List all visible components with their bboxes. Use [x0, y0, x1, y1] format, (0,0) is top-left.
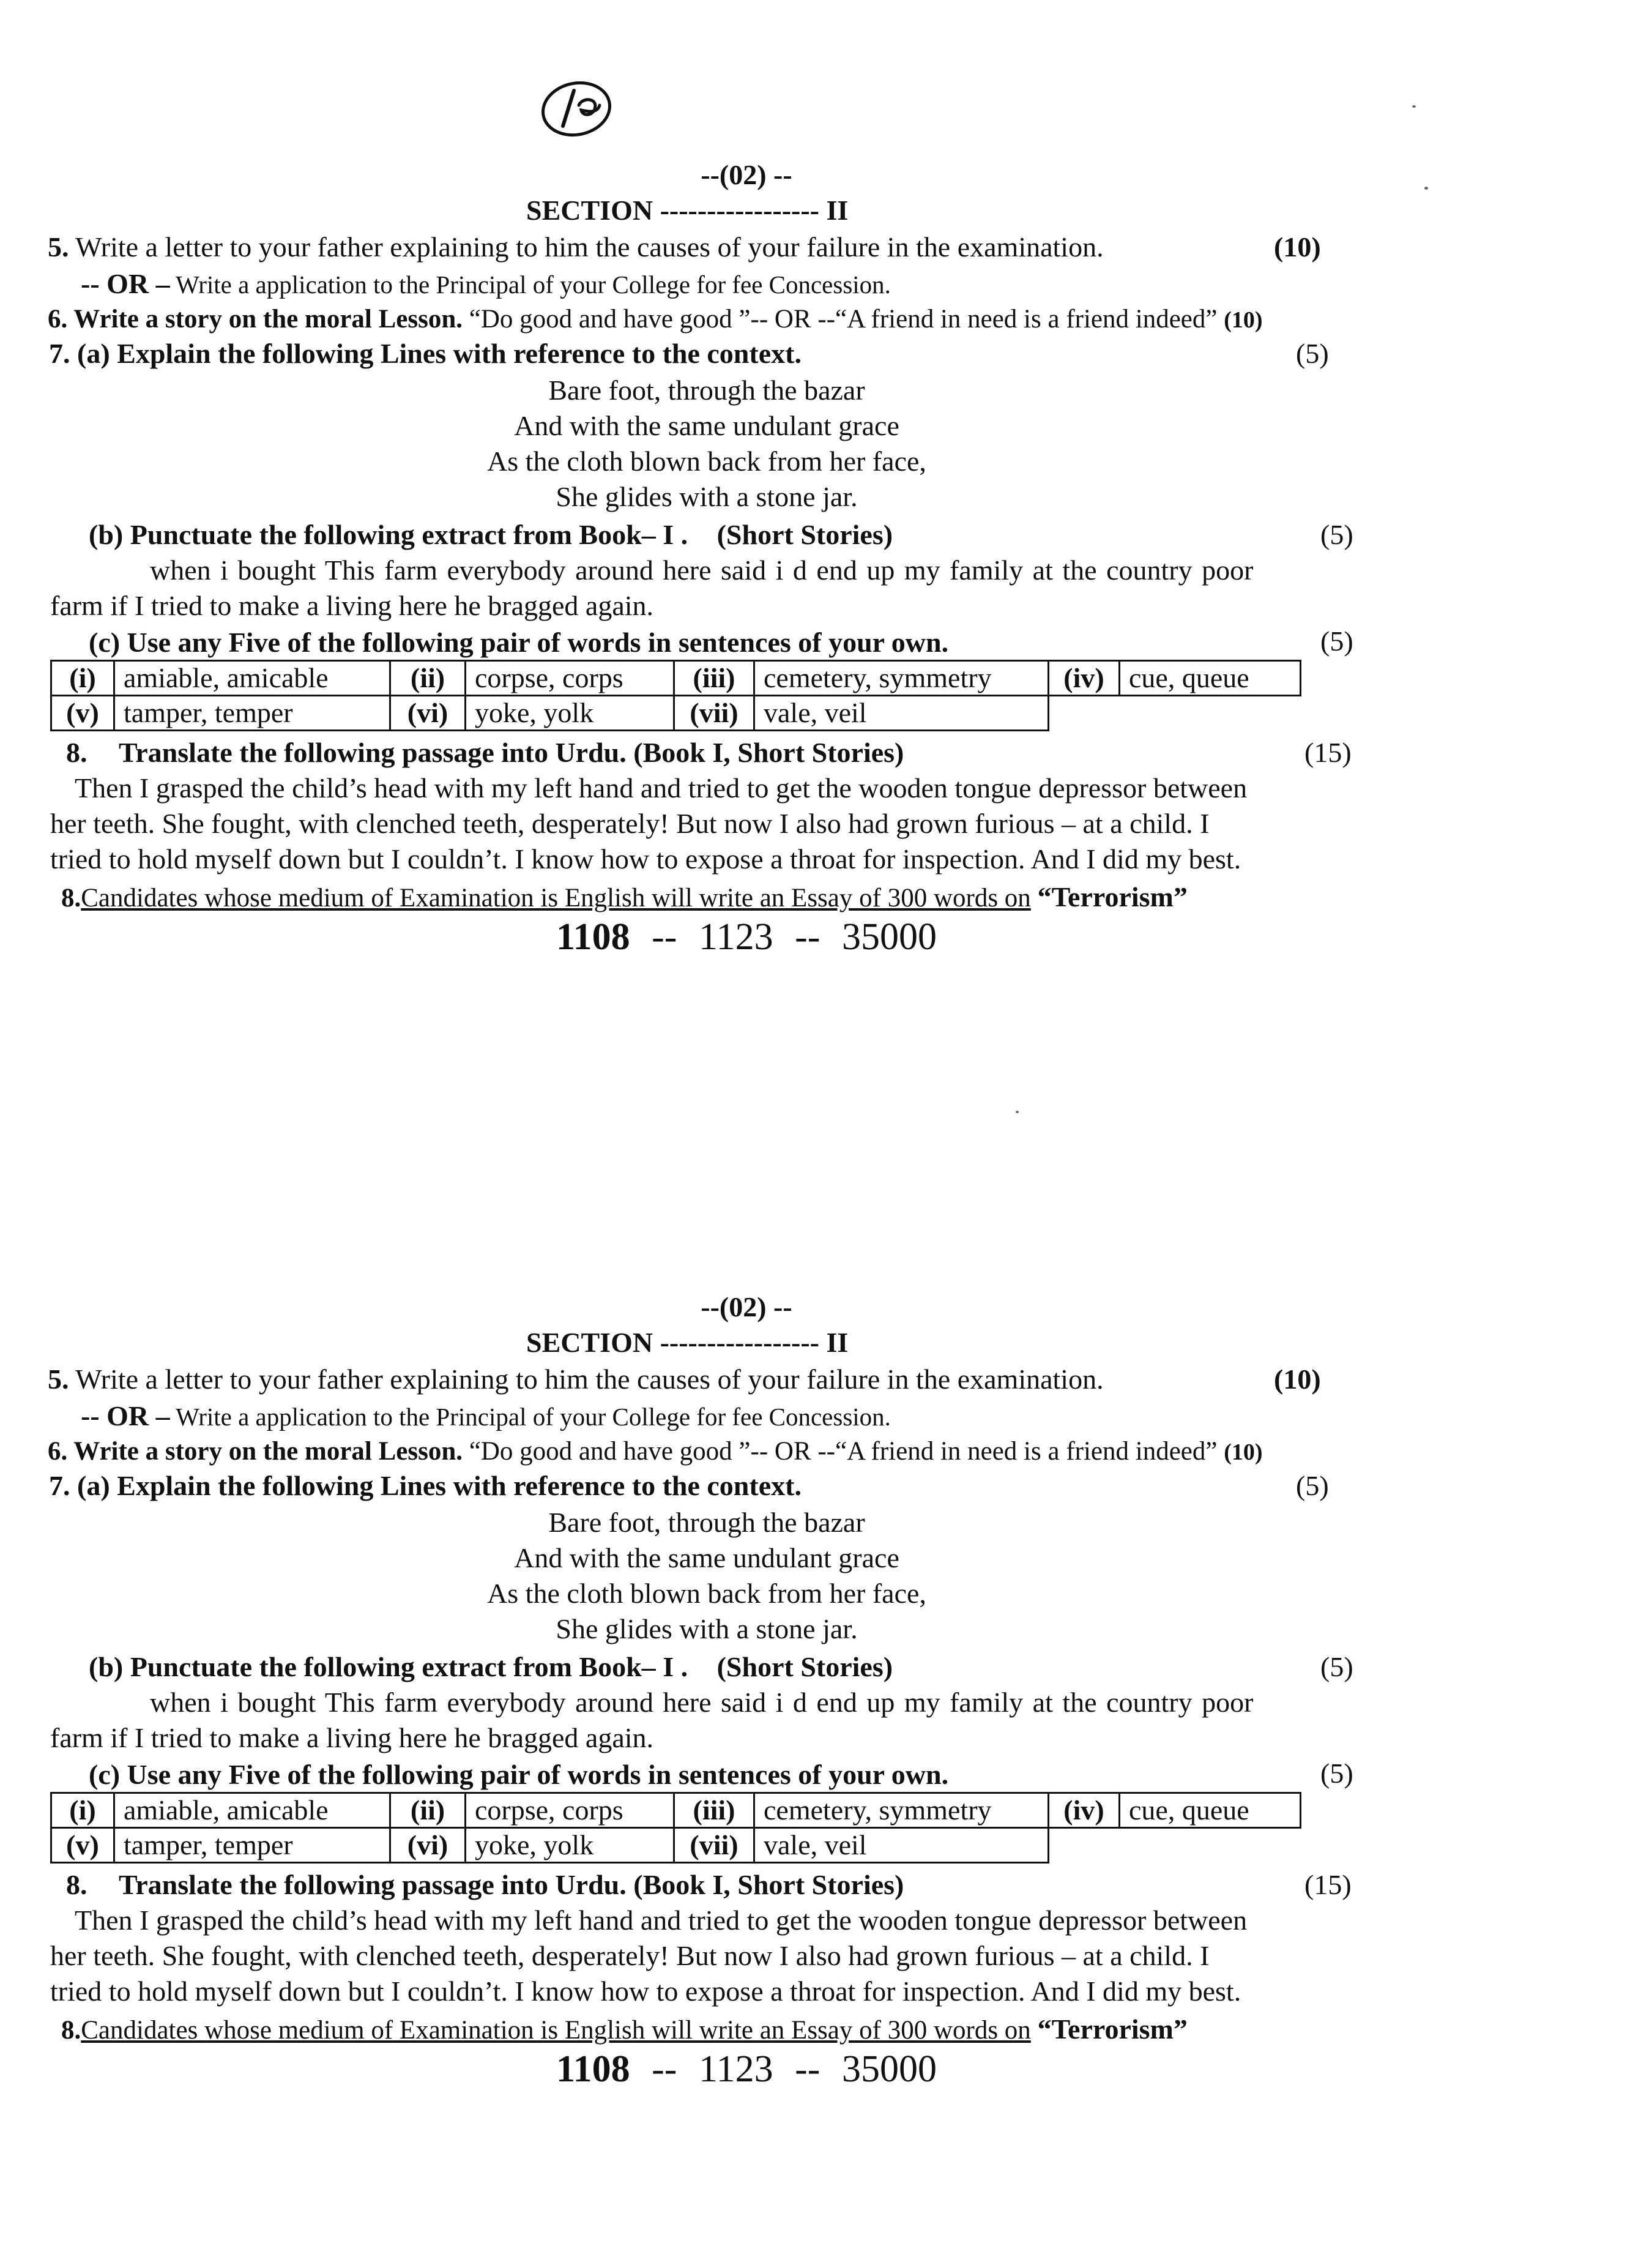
marks-label: (15) [1304, 1869, 1352, 1900]
question-7c: (c) Use any Five of the following pair of words in sentences of your own. [89, 627, 949, 658]
question-number: 5. [48, 231, 69, 263]
exam-section-copy-1 [0, 159, 1652, 1114]
marks-label: (5) [1296, 338, 1329, 369]
empty-cell [1120, 696, 1301, 731]
pair-number: (i) [51, 661, 114, 696]
question-lead: Translate the following passage into Urdu. (Book I, Short Stories) [119, 1869, 904, 1900]
scan-speck [1412, 105, 1416, 108]
marks-label: (5) [1320, 625, 1353, 657]
pair-number: (ii) [390, 661, 466, 696]
question-7b [89, 519, 893, 551]
pair-words: corpse, corps [466, 661, 674, 696]
pair-number: (iv) [1049, 661, 1120, 696]
extract-line: farm if I tried to make a living here he bragged again. [50, 1722, 654, 1753]
question-text: “Do good and have good ”-- OR --“A friend in need is a friend indeed” [469, 1437, 1218, 1466]
marks-label: (5) [1320, 519, 1353, 550]
paper-code-part: 1108 [556, 916, 630, 958]
passage-line: Then I grasped the child’s head with my left hand and tried to get the wooden tongue depressor between [75, 1905, 1248, 1936]
paper-code [0, 916, 1493, 958]
marks-label: (5) [1296, 1470, 1329, 1501]
passage-line: Then I grasped the child’s head with my left hand and tried to get the wooden tongue depressor between [75, 772, 1248, 804]
table-row [51, 696, 1301, 731]
pair-number: (i) [51, 1793, 114, 1828]
question-8 [66, 737, 904, 769]
marks-label: (15) [1304, 737, 1352, 768]
poem-line: And with the same undulant grace [514, 410, 899, 441]
question-lead: 6. Write a story on the moral Lesson. [48, 305, 463, 334]
paper-code-separator: -- [652, 2048, 677, 2090]
handwritten-circled-mark [538, 78, 618, 140]
essay-topic: “Terrorism” [1037, 2013, 1188, 2045]
or-label: -- OR – [81, 268, 170, 299]
question-text: Write a letter to your father explaining to him the causes of your failure in the examination. [75, 231, 1104, 263]
page-number: --(02) -- [701, 1291, 792, 1323]
table-row [51, 661, 1301, 696]
question-number: 8. [61, 884, 81, 912]
question-5-alternative [81, 268, 891, 300]
marks-label: (10) [1224, 307, 1263, 333]
table-row [51, 1828, 1301, 1863]
essay-instruction [61, 2013, 1188, 2046]
marks-label: (5) [1320, 1758, 1353, 1789]
poem-line: She glides with a stone jar. [556, 481, 858, 512]
paper-code [0, 2048, 1493, 2091]
marks-label: (10) [1274, 231, 1321, 263]
pair-words: amiable, amicable [114, 1793, 390, 1828]
paper-code-separator: -- [795, 2048, 820, 2090]
paper-code-part: 1108 [556, 2048, 630, 2090]
passage-line: tried to hold myself down but I couldn’t. I know how to expose a throat for inspection. And I did my best. [50, 1976, 1241, 2007]
question-number: 8. [66, 737, 87, 768]
exam-section-copy-2 [0, 1291, 1652, 2246]
question-6 [48, 304, 1263, 336]
pair-number: (v) [51, 1828, 114, 1863]
pair-words: corpse, corps [466, 1793, 674, 1828]
pair-number: (vi) [390, 1828, 466, 1863]
pair-number: (vii) [674, 696, 754, 731]
paper-code-part: 35000 [841, 916, 937, 958]
empty-cell [1049, 696, 1120, 731]
section-heading: SECTION ----------------- II [526, 1327, 849, 1358]
paper-code-part: 35000 [841, 2048, 937, 2090]
essay-instruction-text: Candidates whose medium of Examination is English will write an Essay of 300 words on [81, 884, 1031, 912]
paper-code-separator: -- [652, 916, 677, 958]
question-number: 8. [66, 1869, 87, 1900]
question-lead: (b) Punctuate the following extract from Book– I . [89, 519, 688, 550]
or-label: -- OR – [81, 1400, 170, 1431]
extract-line: when i bought This farm everybody around here said i d end up my family at the country poor [150, 1687, 1254, 1718]
pair-words: amiable, amicable [114, 661, 390, 696]
question-7a: 7. (a) Explain the following Lines with reference to the context. [49, 338, 802, 369]
empty-cell [1049, 1828, 1120, 1863]
poem-line: As the cloth blown back from her face, [487, 446, 926, 477]
essay-instruction-text: Candidates whose medium of Examination is English will write an Essay of 300 words on [81, 2016, 1031, 2045]
passage-line: her teeth. She fought, with clenched teeth, desperately! But now I also had grown furious – at a child. I [50, 1940, 1210, 1971]
pair-number: (v) [51, 696, 114, 731]
pair-number: (iii) [674, 1793, 754, 1828]
question-6 [48, 1436, 1263, 1468]
page-number: --(02) -- [701, 159, 792, 190]
question-text: “Do good and have good ”-- OR --“A friend in need is a friend indeed” [469, 305, 1218, 334]
alternative-text: Write a application to the Principal of your College for fee Concession. [176, 1403, 891, 1431]
pair-words: tamper, temper [114, 1828, 390, 1863]
pair-words: cue, queue [1120, 661, 1301, 696]
question-5-alternative [81, 1400, 891, 1433]
question-5 [48, 1364, 1104, 1395]
poem-line: As the cloth blown back from her face, [487, 1578, 926, 1609]
poem-line: Bare foot, through the bazar [548, 1507, 865, 1538]
pair-words: cue, queue [1120, 1793, 1301, 1828]
pair-words: yoke, yolk [466, 1828, 674, 1863]
paper-code-separator: -- [795, 916, 820, 958]
empty-cell [1120, 1828, 1301, 1863]
essay-instruction [61, 881, 1188, 914]
marks-label: (10) [1224, 1439, 1263, 1465]
table-row [51, 1793, 1301, 1828]
pair-number: (iv) [1049, 1793, 1120, 1828]
question-lead: Translate the following passage into Urdu. (Book I, Short Stories) [119, 737, 904, 768]
pair-number: (vi) [390, 696, 466, 731]
question-8 [66, 1869, 904, 1901]
poem-line: She glides with a stone jar. [556, 1613, 858, 1644]
passage-line: tried to hold myself down but I couldn’t. I know how to expose a throat for inspection. And I did my best. [50, 843, 1241, 875]
extract-line: farm if I tried to make a living here he bragged again. [50, 590, 654, 621]
pair-words: yoke, yolk [466, 696, 674, 731]
pair-number: (ii) [390, 1793, 466, 1828]
pair-words: vale, veil [754, 696, 1049, 731]
section-heading: SECTION ----------------- II [526, 195, 849, 226]
question-7a: 7. (a) Explain the following Lines with reference to the context. [49, 1470, 802, 1501]
pair-number: (iii) [674, 661, 754, 696]
question-lead: 6. Write a story on the moral Lesson. [48, 1437, 463, 1466]
question-7c: (c) Use any Five of the following pair of words in sentences of your own. [89, 1759, 949, 1790]
pair-words: cemetery, symmetry [754, 661, 1049, 696]
question-subtitle: (Short Stories) [716, 519, 893, 550]
extract-line: when i bought This farm everybody around here said i d end up my family at the country poor [150, 554, 1254, 586]
question-5 [48, 231, 1104, 263]
word-pairs-table [50, 660, 1301, 731]
paper-code-part: 1123 [698, 916, 773, 958]
question-lead: (b) Punctuate the following extract from Book– I . [89, 1651, 688, 1682]
question-7b [89, 1651, 893, 1683]
pair-number: (vii) [674, 1828, 754, 1863]
pair-words: tamper, temper [114, 696, 390, 731]
question-subtitle: (Short Stories) [716, 1651, 893, 1682]
pair-words: cemetery, symmetry [754, 1793, 1049, 1828]
marks-label: (5) [1320, 1651, 1353, 1682]
poem-line: And with the same undulant grace [514, 1542, 899, 1573]
passage-line: her teeth. She fought, with clenched teeth, desperately! But now I also had grown furious – at a child. I [50, 808, 1210, 839]
essay-topic: “Terrorism” [1037, 881, 1188, 912]
poem-line: Bare foot, through the bazar [548, 375, 865, 406]
question-number: 8. [61, 2016, 81, 2045]
marks-label: (10) [1274, 1364, 1321, 1395]
paper-code-part: 1123 [698, 2048, 773, 2090]
word-pairs-table [50, 1792, 1301, 1864]
alternative-text: Write a application to the Principal of your College for fee Concession. [176, 270, 891, 299]
question-number: 5. [48, 1364, 69, 1395]
pair-words: vale, veil [754, 1828, 1049, 1863]
question-text: Write a letter to your father explaining to him the causes of your failure in the examination. [75, 1364, 1104, 1395]
